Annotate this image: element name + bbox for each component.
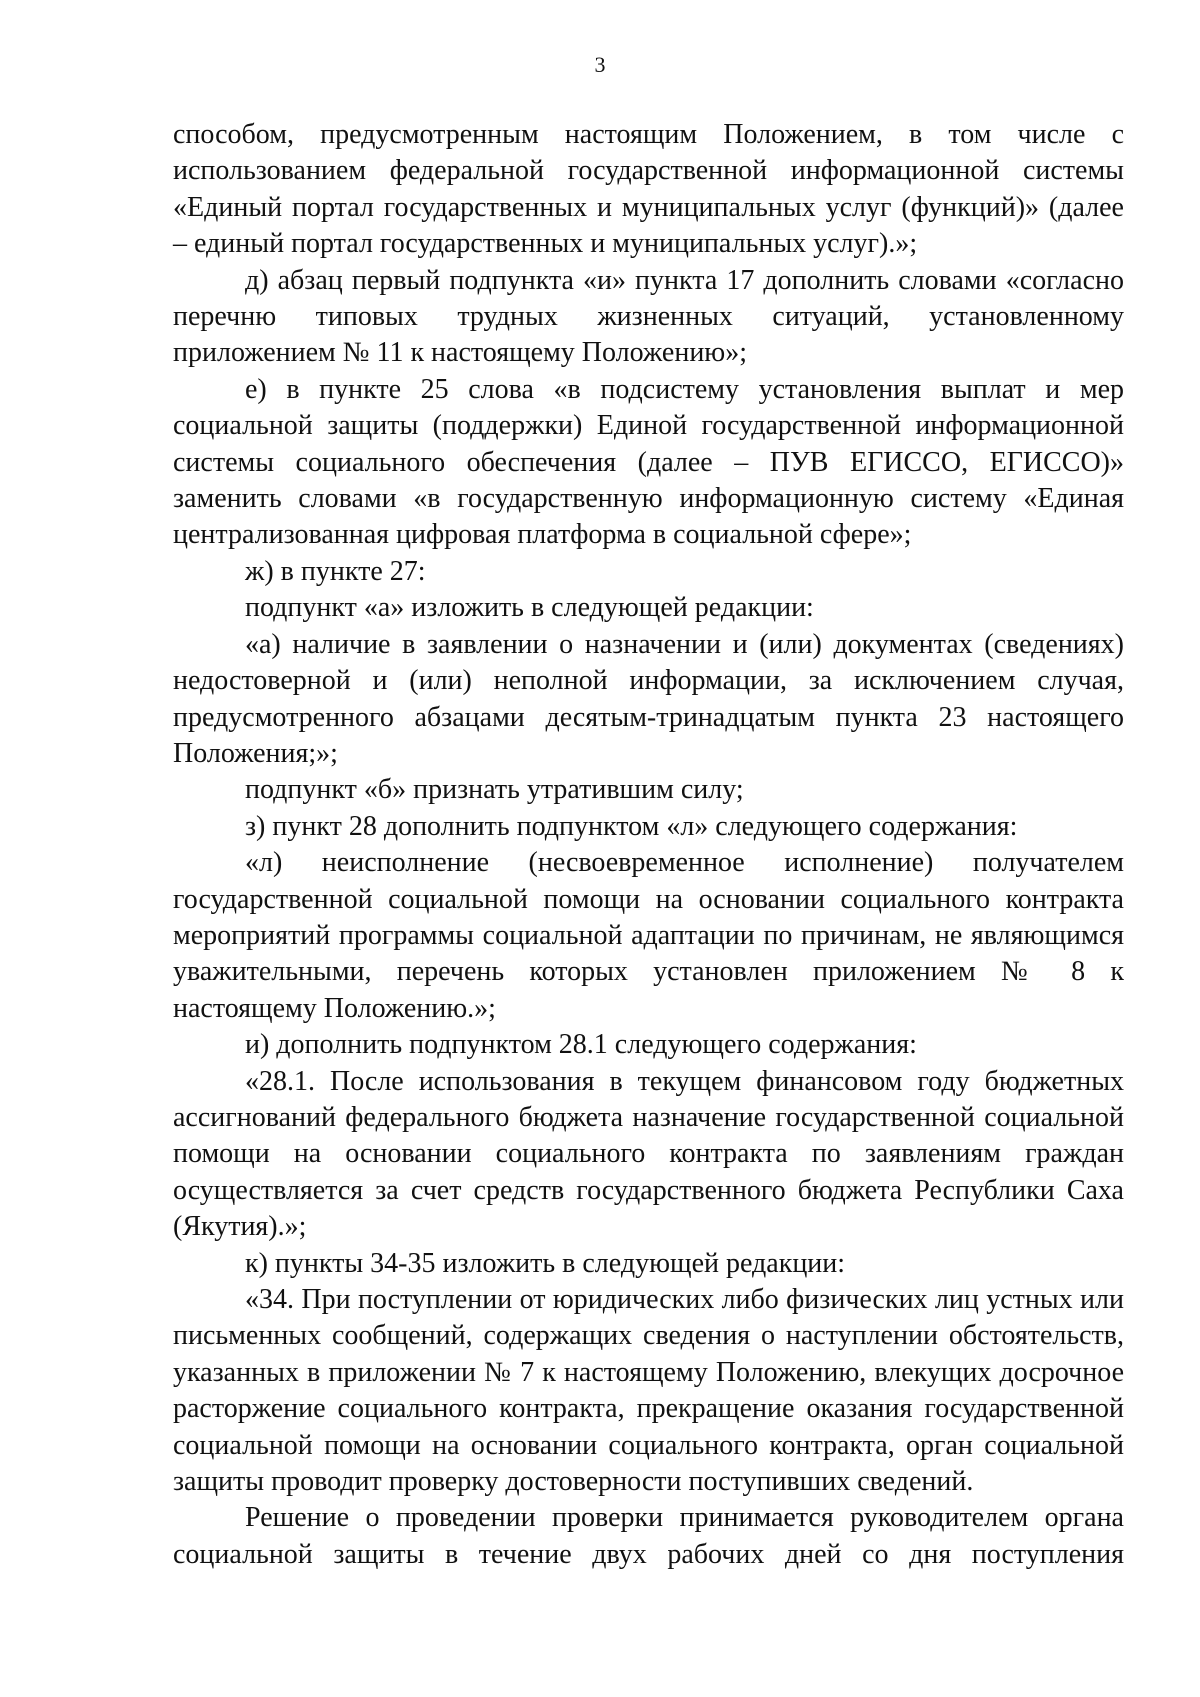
- document-body: [173, 117, 1124, 1573]
- paragraph: подпункт «а» изложить в следующей редакции:: [245, 592, 814, 624]
- paragraph: Решение о проведении проверки принимается руководителем органа социальной защиты в течение двух рабочих дней со дня поступления: [173, 1502, 1124, 1570]
- paragraph: е) в пункте 25 слова «в подсистему установления выплат и мер социальной защиты (поддержки) Единой государственной информационной системы социального обеспечения (далее – ПУВ ЕГИССО, ЕГИССО)» заменить словами «в государственную информационную систему «Единая централизованная цифровая платформа в социальной сфере»;: [173, 373, 1124, 551]
- paragraph: «34. При поступлении от юридических либо физических лиц устных или письменных сообщений, содержащих сведения о наступлении обстоятельств, указанных в приложении № 7 к настоящему Положению, влекущих досрочное расторжение социального контракта, прекращение оказания государственной социальной помощи на основании социального контракта, орган социальной защиты проводит проверку достоверности поступивших сведений.: [173, 1284, 1124, 1498]
- paragraph: и) дополнить подпунктом 28.1 следующего содержания:: [245, 1029, 917, 1061]
- paragraph: «л) неисполнение (несвоевременное исполнение) получателем государственной социальной помощи на основании социального контракта мероприятий программы социальной адаптации по причинам, не являющимся уважительными, перечень которых установлен приложением № 8 к настоящему Положению.»;: [173, 847, 1124, 1024]
- paragraph: з) пункт 28 дополнить подпунктом «л» следующего содержания:: [245, 810, 1018, 842]
- paragraph: подпункт «б» признать утратившим силу;: [245, 774, 744, 806]
- paragraph: способом, предусмотренным настоящим Положением, в том числе с использованием федеральной государственной информационной системы «Единый портал государственных и муниципальных услуг (функций)» (далее – единый портал государственных и муниципальных услуг).»;: [173, 119, 1124, 260]
- paragraph: «28.1. После использования в текущем финансовом году бюджетных ассигнований федерального бюджета назначение государственной социальной помощи на основании социального контракта по заявлениям граждан осуществляется за счет средств государственного бюджета Республики Саха (Якутия).»;: [173, 1065, 1124, 1243]
- paragraph: д) абзац первый подпункта «и» пункта 17 дополнить словами «согласно перечню типовых трудных жизненных ситуаций, установленному приложением № 11 к настоящему Положению»;: [173, 264, 1124, 369]
- paragraph: ж) в пункте 27:: [245, 555, 426, 587]
- paragraph: «а) наличие в заявлении о назначении и (или) документах (сведениях) недостоверной и (или) неполной информации, за исключением случая, предусмотренного абзацами десятым-тринадцатым пункта 23 настоящего Положения;»;: [173, 628, 1124, 769]
- paragraph: к) пункты 34-35 изложить в следующей редакции:: [245, 1247, 846, 1279]
- page-number: 3: [594, 52, 606, 77]
